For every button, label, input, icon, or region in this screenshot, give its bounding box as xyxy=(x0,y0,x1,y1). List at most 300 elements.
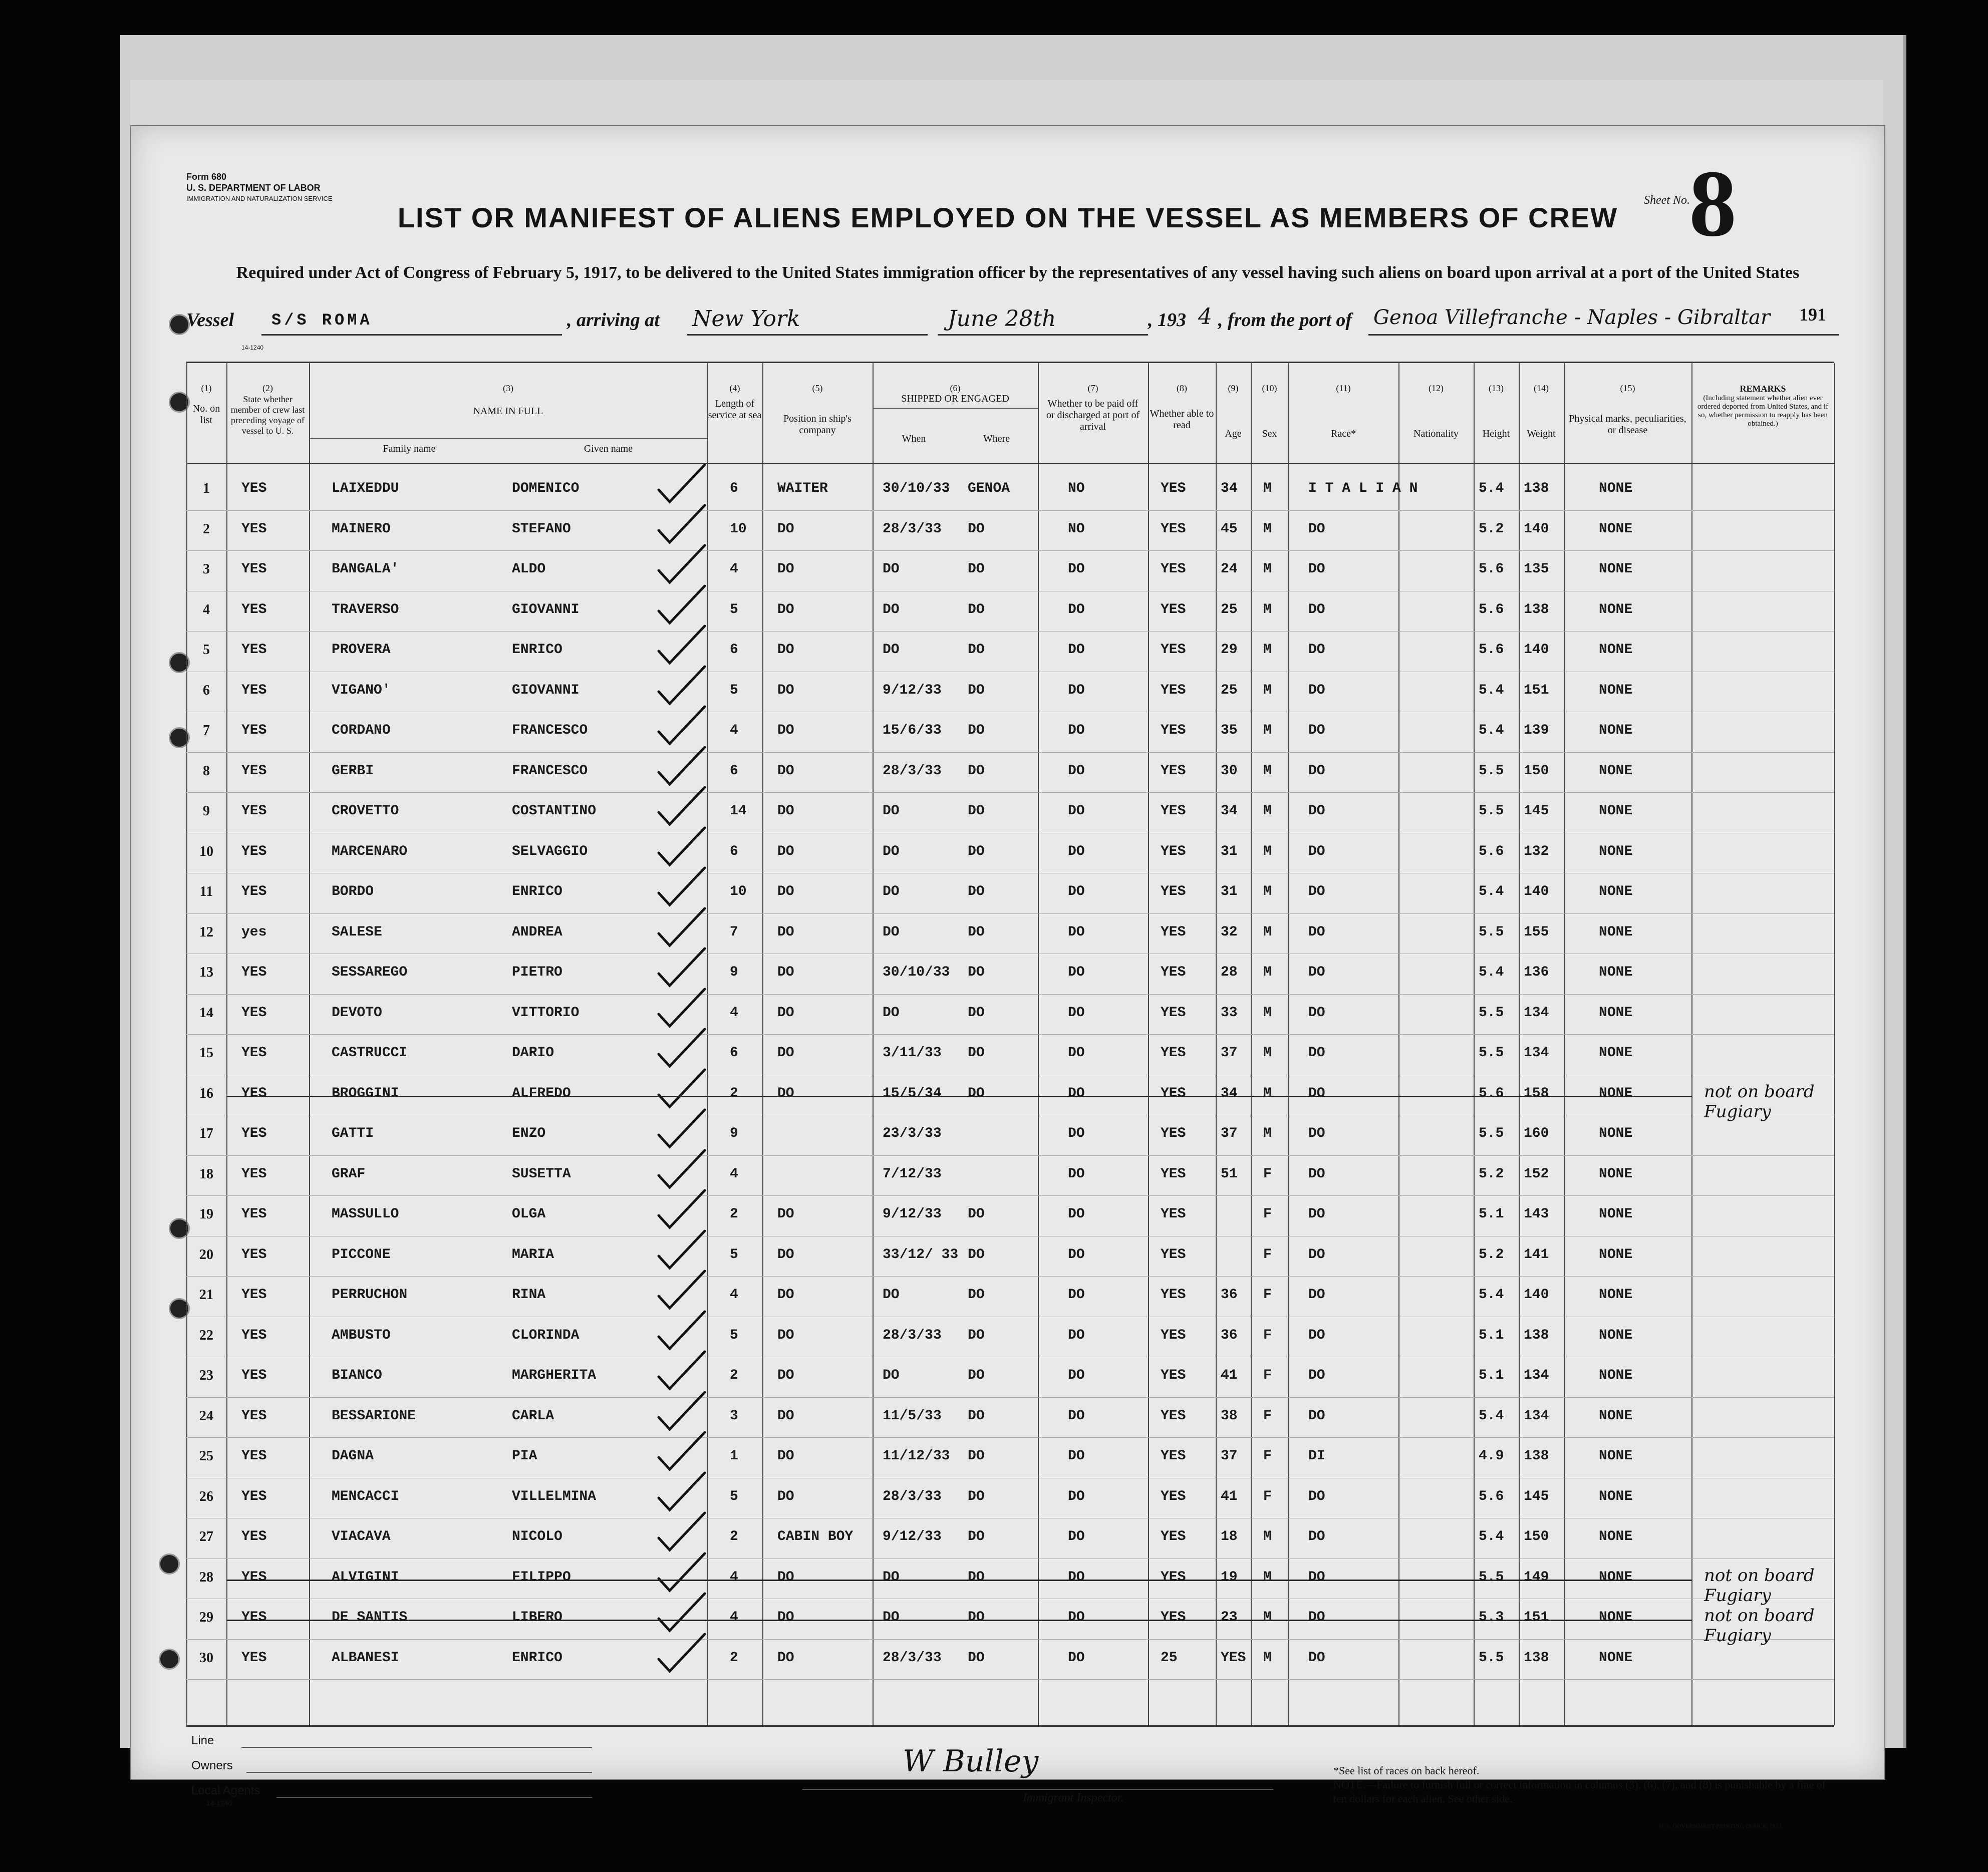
cell-sex: M xyxy=(1263,723,1272,738)
page-number: 191 xyxy=(1799,304,1826,325)
cell-weight: 138 xyxy=(1524,1448,1549,1464)
cell-shipped-where: DO xyxy=(968,965,985,980)
inspector-signature: W Bulley xyxy=(903,1744,1039,1779)
cell-row-number: 18 xyxy=(199,1166,213,1182)
cell-family-name: AMBUSTO xyxy=(332,1327,391,1343)
col-header-where: Where xyxy=(983,433,1010,444)
cell-able-to-read: YES xyxy=(1161,723,1186,738)
cell-given-name: RINA xyxy=(512,1287,546,1303)
cell-race: DO xyxy=(1308,924,1325,940)
cell-position: DO xyxy=(777,561,794,577)
cell-service-length: 4 xyxy=(730,1287,738,1303)
cell-weight: 140 xyxy=(1524,1287,1549,1303)
col-number: (15) xyxy=(1620,383,1635,393)
cell-previous-voyage: YES xyxy=(241,1650,267,1666)
cell-physical-marks: NONE xyxy=(1599,481,1633,496)
cell-physical-marks: NONE xyxy=(1599,1488,1633,1504)
cell-previous-voyage: YES xyxy=(241,521,267,537)
check-mark-icon xyxy=(655,1348,710,1393)
cell-row-number: 1 xyxy=(203,481,210,496)
cell-family-name: ALVIGINI xyxy=(332,1569,399,1585)
vessel-name: S/S ROMA xyxy=(271,311,373,330)
cell-shipped-when: 28/3/33 xyxy=(883,521,942,537)
cell-weight: 138 xyxy=(1524,601,1549,617)
cell-service-length: 10 xyxy=(730,884,747,899)
cell-sex: M xyxy=(1263,924,1272,940)
cell-service-length: 3 xyxy=(730,1408,738,1424)
from-port: Genoa Villefranche - Naples - Gibraltar xyxy=(1373,306,1771,329)
cell-able-to-read: YES xyxy=(1161,763,1186,779)
col-header-shipped: SHIPPED OR ENGAGED xyxy=(901,393,1009,404)
cell-given-name: VITTORIO xyxy=(512,1005,580,1021)
cell-race: DO xyxy=(1308,1488,1325,1504)
cell-previous-voyage: YES xyxy=(241,1448,267,1464)
cell-given-name: DOMENICO xyxy=(512,481,580,496)
cell-paid-off: DO xyxy=(1068,763,1085,779)
cell-position: DO xyxy=(777,1408,794,1424)
cell-race: DO xyxy=(1308,561,1325,577)
cell-family-name: DAGNA xyxy=(332,1448,374,1464)
cell-height: 5.6 xyxy=(1479,561,1504,577)
cell-able-to-read: YES xyxy=(1161,1246,1186,1263)
cell-weight: 151 xyxy=(1524,682,1549,698)
cell-family-name: MENCACCI xyxy=(332,1488,399,1504)
cell-race: DO xyxy=(1308,1246,1325,1263)
cell-sex: F xyxy=(1263,1368,1272,1383)
cell-age: YES xyxy=(1221,1650,1246,1666)
cell-sex: F xyxy=(1263,1408,1272,1424)
cell-shipped-when: 9/12/33 xyxy=(883,682,942,698)
cell-previous-voyage: YES xyxy=(241,965,267,980)
cell-physical-marks: NONE xyxy=(1599,1529,1633,1544)
cell-race: DO xyxy=(1308,763,1325,779)
cell-age: 36 xyxy=(1221,1287,1238,1303)
cell-able-to-read: YES xyxy=(1161,1488,1186,1504)
form-code: 14-1240 xyxy=(241,344,264,351)
cell-weight: 140 xyxy=(1524,521,1549,537)
col-number: (8) xyxy=(1177,383,1187,393)
cell-able-to-read: 25 xyxy=(1161,1650,1178,1666)
cell-given-name: FRANCESCO xyxy=(512,723,588,738)
cell-race: DO xyxy=(1308,1650,1325,1666)
cell-sex: M xyxy=(1263,1610,1272,1625)
cell-paid-off: DO xyxy=(1068,1206,1085,1222)
cell-position: DO xyxy=(777,682,794,698)
cell-weight: 138 xyxy=(1524,1327,1549,1343)
cell-physical-marks: NONE xyxy=(1599,1287,1633,1303)
col-number: (12) xyxy=(1429,383,1444,393)
cell-sex: M xyxy=(1263,803,1272,819)
cell-family-name: BESSARIONE xyxy=(332,1408,416,1424)
cell-weight: 135 xyxy=(1524,561,1549,577)
col-header-read: Whether able to read xyxy=(1150,408,1214,431)
cell-paid-off: DO xyxy=(1068,1610,1085,1625)
cell-position: DO xyxy=(777,1569,794,1585)
cell-family-name: GATTI xyxy=(332,1126,374,1141)
cell-service-length: 2 xyxy=(730,1085,738,1101)
cell-service-length: 4 xyxy=(730,1569,738,1585)
cell-shipped-where: DO xyxy=(968,561,985,577)
cell-race: DO xyxy=(1308,682,1325,698)
cell-shipped-when: DO xyxy=(883,601,900,617)
cell-weight: 138 xyxy=(1524,1650,1549,1666)
check-mark-icon xyxy=(655,1388,710,1433)
cell-row-number: 6 xyxy=(203,682,210,698)
cell-given-name: LIBERO xyxy=(512,1610,562,1625)
cell-row-number: 4 xyxy=(203,601,210,617)
cell-race: DO xyxy=(1308,1085,1325,1101)
cell-given-name: PIETRO xyxy=(512,965,562,980)
cell-able-to-read: YES xyxy=(1161,1529,1186,1544)
cell-family-name: DE SANTIS xyxy=(332,1610,408,1625)
cell-previous-voyage: YES xyxy=(241,1085,267,1101)
cell-position: DO xyxy=(777,1045,794,1061)
cell-race: DO xyxy=(1308,1045,1325,1061)
cell-race: DO xyxy=(1308,521,1325,537)
cell-age: 36 xyxy=(1221,1327,1238,1343)
cell-weight: 134 xyxy=(1524,1045,1549,1061)
check-mark-icon xyxy=(655,1308,710,1353)
cell-height: 5.5 xyxy=(1479,1650,1504,1666)
check-mark-icon xyxy=(655,945,710,990)
cell-shipped-where: DO xyxy=(968,1368,985,1383)
cell-age: 34 xyxy=(1221,481,1238,496)
cell-able-to-read: YES xyxy=(1161,843,1186,859)
cell-row-number: 21 xyxy=(199,1287,213,1303)
cell-age: 32 xyxy=(1221,924,1238,940)
col-number: (2) xyxy=(262,383,273,393)
cell-height: 5.4 xyxy=(1479,884,1504,899)
cell-weight: 134 xyxy=(1524,1005,1549,1021)
cell-able-to-read: YES xyxy=(1161,924,1186,940)
cell-race: I T A L I A N xyxy=(1308,481,1418,496)
cell-service-length: 10 xyxy=(730,521,747,537)
col-number: (1) xyxy=(201,383,212,393)
cell-shipped-when: 9/12/33 xyxy=(883,1529,942,1544)
cell-row-number: 10 xyxy=(199,843,213,859)
cell-paid-off: DO xyxy=(1068,1126,1085,1141)
cell-age: 33 xyxy=(1221,1005,1238,1021)
cell-age: 24 xyxy=(1221,561,1238,577)
cell-weight: 134 xyxy=(1524,1368,1549,1383)
cell-service-length: 5 xyxy=(730,1327,738,1343)
cell-given-name: SUSETTA xyxy=(512,1166,571,1182)
cell-previous-voyage: YES xyxy=(241,1529,267,1544)
cell-row-number: 26 xyxy=(199,1488,213,1504)
cell-physical-marks: NONE xyxy=(1599,1206,1633,1222)
cell-shipped-when: 33/12/ 33 xyxy=(883,1246,959,1263)
col-header-given-name: Given name xyxy=(584,443,633,454)
row-rule xyxy=(186,1679,1834,1680)
cell-height: 5.1 xyxy=(1479,1327,1504,1343)
col-header-age: Age xyxy=(1225,428,1242,439)
check-mark-icon xyxy=(655,783,710,828)
cell-shipped-where: DO xyxy=(968,1287,985,1303)
cell-sex: F xyxy=(1263,1448,1272,1464)
cell-physical-marks: NONE xyxy=(1599,1448,1633,1464)
cell-service-length: 2 xyxy=(730,1650,738,1666)
cell-height: 5.1 xyxy=(1479,1206,1504,1222)
cell-shipped-where: GENOA xyxy=(968,481,1010,496)
cell-able-to-read: YES xyxy=(1161,1610,1186,1625)
cell-shipped-when: 9/12/33 xyxy=(883,1206,942,1222)
cell-previous-voyage: YES xyxy=(241,763,267,779)
col-header-remarks-sub: (Including statement whether alien ever ordered deported from United States, and if so, whether permission to reapply has been obtained.) xyxy=(1697,394,1829,428)
cell-service-length: 4 xyxy=(730,561,738,577)
cell-able-to-read: YES xyxy=(1161,884,1186,899)
cell-row-number: 25 xyxy=(199,1448,213,1464)
cell-shipped-when: DO xyxy=(883,884,900,899)
cell-family-name: SESSAREGO xyxy=(332,965,408,980)
cell-row-number: 20 xyxy=(199,1246,213,1263)
cell-sex: M xyxy=(1263,642,1272,658)
cell-paid-off: DO xyxy=(1068,1327,1085,1343)
cell-weight: 136 xyxy=(1524,965,1549,980)
cell-position: DO xyxy=(777,763,794,779)
cell-service-length: 14 xyxy=(730,803,747,819)
cell-shipped-where: DO xyxy=(968,1045,985,1061)
cell-service-length: 6 xyxy=(730,763,738,779)
arriving-port: New York xyxy=(692,306,800,332)
cell-family-name: CORDANO xyxy=(332,723,391,738)
cell-physical-marks: NONE xyxy=(1599,1085,1633,1101)
cell-physical-marks: NONE xyxy=(1599,1327,1633,1343)
cell-weight: 152 xyxy=(1524,1166,1549,1182)
cell-given-name: ALDO xyxy=(512,561,546,577)
cell-paid-off: DO xyxy=(1068,1529,1085,1544)
cell-paid-off: DO xyxy=(1068,1408,1085,1424)
cell-shipped-where: DO xyxy=(968,884,985,899)
col-header-service: Length of service at sea xyxy=(708,398,762,421)
cell-shipped-when: 3/11/33 xyxy=(883,1045,942,1061)
crew-table xyxy=(186,362,1834,1725)
cell-race: DO xyxy=(1308,965,1325,980)
cell-shipped-when: 28/3/33 xyxy=(883,1650,942,1666)
cell-sex: M xyxy=(1263,1529,1272,1544)
col-header-family-name: Family name xyxy=(383,443,436,454)
cell-height: 5.4 xyxy=(1479,965,1504,980)
cell-physical-marks: NONE xyxy=(1599,843,1633,859)
col-number: (11) xyxy=(1336,383,1351,393)
cell-given-name: CLORINDA xyxy=(512,1327,580,1343)
cell-family-name: BORDO xyxy=(332,884,374,899)
cell-physical-marks: NONE xyxy=(1599,763,1633,779)
check-mark-icon xyxy=(655,663,710,708)
check-mark-icon xyxy=(655,1590,710,1635)
col-header-when: When xyxy=(902,433,926,444)
footer-owners-label: Owners xyxy=(191,1759,233,1772)
cell-race: DO xyxy=(1308,803,1325,819)
cell-weight: 150 xyxy=(1524,1529,1549,1544)
cell-given-name: GIOVANNI xyxy=(512,682,580,698)
cell-given-name: MARIA xyxy=(512,1246,554,1263)
cell-shipped-when: 11/5/33 xyxy=(883,1408,942,1424)
cell-shipped-when: DO xyxy=(883,561,900,577)
cell-paid-off: DO xyxy=(1068,1166,1085,1182)
col-number: (5) xyxy=(812,383,823,393)
cell-weight: 149 xyxy=(1524,1569,1549,1585)
col-header-no: No. on list xyxy=(192,403,220,426)
cell-shipped-where: DO xyxy=(968,1569,985,1585)
form-number: Form 680 xyxy=(186,172,227,182)
cell-row-number: 16 xyxy=(199,1085,213,1101)
cell-weight: 141 xyxy=(1524,1246,1549,1263)
cell-service-length: 6 xyxy=(730,481,738,496)
cell-shipped-where: DO xyxy=(968,521,985,537)
cell-race: DO xyxy=(1308,723,1325,738)
cell-previous-voyage: YES xyxy=(241,803,267,819)
cell-weight: 155 xyxy=(1524,924,1549,940)
cell-sex: M xyxy=(1263,965,1272,980)
cell-row-number: 3 xyxy=(203,561,210,577)
cell-shipped-when: DO xyxy=(883,642,900,658)
cell-row-number: 2 xyxy=(203,521,210,537)
cell-race: DO xyxy=(1308,1166,1325,1182)
department-block xyxy=(186,171,333,204)
cell-height: 5.4 xyxy=(1479,1287,1504,1303)
cell-physical-marks: NONE xyxy=(1599,1610,1633,1625)
cell-paid-off: DO xyxy=(1068,1246,1085,1263)
cell-paid-off: DO xyxy=(1068,1448,1085,1464)
cell-position: DO xyxy=(777,884,794,899)
cell-age: 18 xyxy=(1221,1529,1238,1544)
cell-shipped-when: DO xyxy=(883,843,900,859)
cell-family-name: MARCENARO xyxy=(332,843,408,859)
col-number: (6) xyxy=(950,383,961,393)
cell-physical-marks: NONE xyxy=(1599,723,1633,738)
printer-imprint: U. S. GOVERNMENT PRINTING OFFICE: 1933 xyxy=(1659,1822,1782,1829)
cell-paid-off: DO xyxy=(1068,843,1085,859)
vessel-line xyxy=(186,304,1839,339)
cell-position: DO xyxy=(777,1206,794,1222)
cell-position: DO xyxy=(777,642,794,658)
cell-sex: M xyxy=(1263,763,1272,779)
cell-height: 5.5 xyxy=(1479,803,1504,819)
cell-able-to-read: YES xyxy=(1161,1206,1186,1222)
cell-service-length: 5 xyxy=(730,1488,738,1504)
cell-age: 37 xyxy=(1221,1126,1238,1141)
cell-family-name: MASSULLO xyxy=(332,1206,399,1222)
cell-physical-marks: NONE xyxy=(1599,642,1633,658)
cell-family-name: CROVETTO xyxy=(332,803,399,819)
col-number: (4) xyxy=(729,383,740,393)
cell-weight: 140 xyxy=(1524,884,1549,899)
cell-height: 5.2 xyxy=(1479,1246,1504,1263)
cell-previous-voyage: YES xyxy=(241,1327,267,1343)
check-mark-icon xyxy=(655,703,710,748)
cell-paid-off: DO xyxy=(1068,1085,1085,1101)
cell-able-to-read: YES xyxy=(1161,1327,1186,1343)
cell-family-name: PERRUCHON xyxy=(332,1287,408,1303)
department-name: U. S. DEPARTMENT OF LABOR xyxy=(186,183,321,193)
cell-sex: M xyxy=(1263,884,1272,899)
check-mark-icon xyxy=(655,501,710,546)
cell-sex: F xyxy=(1263,1206,1272,1222)
cell-shipped-where: DO xyxy=(968,1408,985,1424)
cell-age: 35 xyxy=(1221,723,1238,738)
col-number: (9) xyxy=(1228,383,1239,393)
year-label: , 193 xyxy=(1148,309,1186,331)
cell-row-number: 14 xyxy=(199,1005,213,1021)
cell-family-name: MAINERO xyxy=(332,521,391,537)
check-mark-icon xyxy=(655,1146,710,1191)
cell-race: DO xyxy=(1308,884,1325,899)
col-header-physical-marks: Physical marks, peculiarities, or disease xyxy=(1569,413,1686,436)
cell-service-length: 9 xyxy=(730,965,738,980)
cell-height: 5.6 xyxy=(1479,843,1504,859)
cell-given-name: CARLA xyxy=(512,1408,554,1424)
cell-service-length: 2 xyxy=(730,1368,738,1383)
check-mark-icon xyxy=(655,582,710,627)
cell-position: DO xyxy=(777,1368,794,1383)
cell-position: WAITER xyxy=(777,481,828,496)
sheet-number: 8 xyxy=(1689,151,1737,256)
cell-service-length: 4 xyxy=(730,1166,738,1182)
col-number: (7) xyxy=(1087,383,1098,393)
cell-given-name: ANDREA xyxy=(512,924,562,940)
cell-able-to-read: YES xyxy=(1161,642,1186,658)
cell-paid-off: DO xyxy=(1068,1488,1085,1504)
check-mark-icon xyxy=(655,461,710,506)
cell-shipped-where: DO xyxy=(968,1085,985,1101)
col-header-height: Height xyxy=(1482,428,1510,439)
cell-row-number: 27 xyxy=(199,1529,213,1544)
check-mark-icon xyxy=(655,864,710,909)
cell-physical-marks: NONE xyxy=(1599,1126,1633,1141)
cell-race: DO xyxy=(1308,1408,1325,1424)
cell-position: DO xyxy=(777,924,794,940)
row-rule xyxy=(186,1155,1834,1156)
cell-service-length: 2 xyxy=(730,1529,738,1544)
cell-paid-off: DO xyxy=(1068,1045,1085,1061)
cell-physical-marks: NONE xyxy=(1599,965,1633,980)
cell-row-number: 5 xyxy=(203,642,210,658)
cell-family-name: VIACAVA xyxy=(332,1529,391,1544)
cell-sex: M xyxy=(1263,1126,1272,1141)
cell-shipped-where: DO xyxy=(968,843,985,859)
cell-able-to-read: YES xyxy=(1161,561,1186,577)
cell-age: 41 xyxy=(1221,1368,1238,1383)
cell-height: 5.4 xyxy=(1479,1529,1504,1544)
cell-shipped-when: 30/10/33 xyxy=(883,965,950,980)
cell-family-name: ALBANESI xyxy=(332,1650,399,1666)
cell-weight: 160 xyxy=(1524,1126,1549,1141)
cell-family-name: PICCONE xyxy=(332,1246,391,1263)
cell-height: 5.4 xyxy=(1479,723,1504,738)
arriving-label: , arriving at xyxy=(567,309,660,331)
check-mark-icon xyxy=(655,1549,710,1595)
cell-age: 34 xyxy=(1221,803,1238,819)
cell-race: DO xyxy=(1308,1327,1325,1343)
cell-previous-voyage: YES xyxy=(241,884,267,899)
cell-physical-marks: NONE xyxy=(1599,1650,1633,1666)
cell-previous-voyage: YES xyxy=(241,1408,267,1424)
cell-service-length: 4 xyxy=(730,1610,738,1625)
cell-service-length: 2 xyxy=(730,1206,738,1222)
punch-hole xyxy=(159,1649,180,1670)
col-header-sex: Sex xyxy=(1262,428,1277,439)
cell-service-length: 7 xyxy=(730,924,738,940)
col-header-weight: Weight xyxy=(1527,428,1556,439)
check-mark-icon xyxy=(655,824,710,869)
cell-sex: M xyxy=(1263,1085,1272,1101)
cell-paid-off: DO xyxy=(1068,924,1085,940)
check-mark-icon xyxy=(655,622,710,667)
cell-given-name: ENRICO xyxy=(512,884,562,899)
cell-shipped-where: DO xyxy=(968,763,985,779)
check-mark-icon xyxy=(655,1630,710,1675)
row-rule xyxy=(186,510,1834,511)
